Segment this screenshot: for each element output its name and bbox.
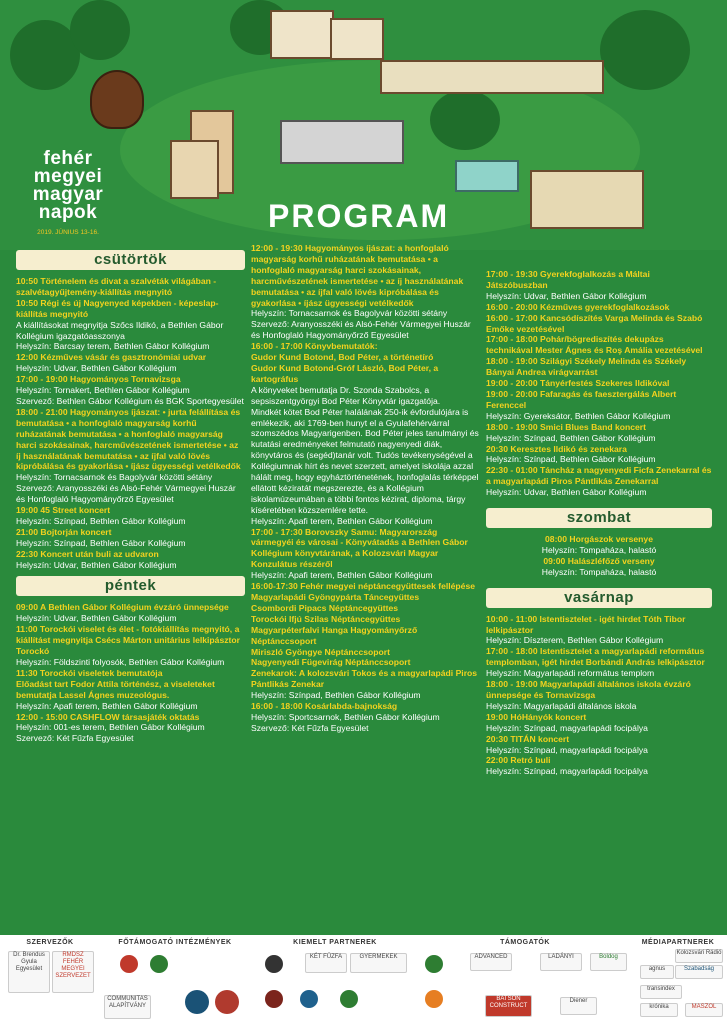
event-title: 22:30 Koncert után buli az udvaron: [16, 548, 159, 559]
event-details: Helyszín: Sportcsarnok, Bethlen Gábor Kollégium Szervező: Két Fűzfa Egyesület: [251, 711, 440, 733]
column-left: [16, 248, 245, 744]
footer-section-media: MÉDIAPARTNEREK: [641, 939, 715, 946]
event-details: Helyszín: Tornacsarnok és Bagolyvár közötti sétány Szervező: Aranyosszéki és Alsó-Fehér Vármegyei Huszár és Honfoglaló Hagyományőrző Egyesület: [16, 472, 236, 505]
event-title: 08:00 Horgászok versenye: [545, 534, 653, 545]
event-details: Helyszín: Színpad, Bethlen Gábor Kollégium: [486, 454, 656, 465]
sponsors-footer: [0, 935, 727, 1024]
media-logo: MASZOL: [685, 1003, 723, 1017]
event-title: 22:30 - 01:00 Táncház a nagyenyedi Ficfa Zenekarral és a magyarlapádi Piros Pántlikás Zenekarral: [486, 465, 712, 487]
supporter-logo: COMMUNITAS ALAPÍTVÁNY: [104, 995, 151, 1019]
event-details: Helyszín: Színpad, magyarlapádi focipálya: [486, 744, 648, 755]
media-logo: Szabadság: [675, 965, 723, 979]
thursday-list: [16, 276, 245, 570]
media-logo: agnus: [640, 965, 674, 979]
sponsor-logo: BATSON CONSTRUCT: [485, 995, 532, 1017]
partner-emblem-icon: [300, 990, 318, 1008]
sponsor-logo: ADVANCED: [470, 953, 512, 971]
event-title: 10:50 Régi és új Nagyenyed képekben - képeslap-kiállítás megnyitó: [16, 297, 219, 319]
event-title: 12:00 Kézműves vásár és gasztronómiai udvar: [16, 352, 207, 363]
partner-emblem-icon: [265, 990, 283, 1008]
media-logo: transindex: [640, 985, 682, 999]
event-title: 17:00 - 18:00 Istentisztelet a magyarlapádi református templomban, igét hirdet Borbándi András lelkipásztor: [486, 646, 705, 668]
day-header-friday: péntek: [16, 576, 245, 596]
event-details: Helyszín: Tornacsarnok és Bagolyvár közötti sétány Szervező: Aranyosszéki és Alsó-Fehér Vármegyei Huszár és Honfoglaló Hagyományőrző Egyesület: [251, 308, 471, 341]
event-details: Helyszín: Díszterem, Bethlen Gábor Kollégium: [486, 635, 664, 646]
event-title: 18:00 - 19:00 Magyarlapádi általános iskola évzáró ünnepsége és Tornavizsga: [486, 679, 691, 700]
event-title: 19:00 - 20:00 Tányérfestés Szekeres Ildikóval: [486, 378, 670, 389]
event-title: 18:00 - 19:00 Smici Blues Band koncert: [486, 421, 647, 432]
partner-logo: KÉT FŰZFA: [305, 953, 347, 973]
column-right: [486, 269, 712, 777]
event-details: Helyszín: Apafi terem, Bethlen Gábor Kollégium: [251, 570, 433, 581]
event-details: Helyszín: Színpad, magyarlapádi focipálya: [486, 722, 648, 733]
event-title: 16:00 - 17:00 Kancsódíszítés Varga Melinda és Szabó Emőke vezetésével: [486, 312, 703, 334]
partner-logo: GYERMEKEK: [350, 953, 407, 973]
event-title: 18:00 - 21:00 Hagyományos íjászat: • jurta felállítása és bemutatása • a honfoglaló magyarság korhű ruházatának bemutatása • a honfoglaló magyarság harci szokásainak, harcművészetének ismertetése • az íj használatának bemutatása • az íjfal való lövés kipróbálása és gyakorlása • íjász ügyességi vetélkedők: [16, 406, 241, 472]
footer-section-sponsors: TÁMOGATÓK: [500, 939, 550, 946]
event-title: 19:00 - 20:00 Fafaragás és faesztergálás Albert Ferenccel: [486, 388, 677, 410]
double-bass-player-icon: [90, 70, 144, 129]
sponsor-emblem-icon: [425, 955, 443, 973]
hungary-flag-icon: [150, 955, 168, 973]
event-details: Helyszín: Színpad, Bethlen Gábor Kollégium: [16, 537, 186, 548]
logo-dates: 2019. JÚNIUS 13-16.: [37, 229, 99, 236]
event-details: A kiállításokat megnyitja Szőcs Ildikó, a Bethlen Gábor Kollégium igazgatóasszonya Helyszín: Barcsay terem, Bethlen Gábor Kollégium: [16, 319, 224, 352]
logo-line-2: megyei: [33, 166, 103, 187]
media-logo: Kolozsvári Rádió: [675, 949, 723, 963]
coat-of-arms-icon: [185, 990, 209, 1014]
event-details: Helyszín: Udvar, Bethlen Gábor Kollégium: [16, 613, 177, 624]
event-details: Helyszín: Színpad, Bethlen Gábor Kollégium: [251, 690, 421, 701]
event-details: Helyszín: Tornakert, Bethlen Gábor Kollégium Szervező: Bethlen Gábor Kollégium és BGK Sportegyesület: [16, 385, 244, 406]
partner-emblem-icon: [340, 990, 358, 1008]
event-title: 20:30 TITÁN koncert: [486, 733, 570, 744]
logo-line-1: fehér: [43, 148, 93, 169]
footer-section-main-supporters: FŐTÁMOGATÓ INTÉZMÉNYEK: [118, 939, 232, 946]
government-logo-icon: [120, 955, 138, 973]
event-details: Helyszín: Tompaháza, halastó: [541, 566, 657, 577]
house-icon: [330, 18, 384, 60]
event-title: 16:00 - 20:00 Kézműves gyerekfoglalkozások: [486, 301, 670, 312]
house-icon: [270, 10, 334, 59]
event-details: Helyszín: Színpad, magyarlapádi focipálya: [486, 766, 648, 777]
event-details: Helyszín: Udvar, Bethlen Gábor Kollégium: [486, 487, 647, 498]
event-title: 11:00 Torockói viselet és élet - fotókiállítás megnyitó, a kiállítást megnyitja Csécs Márton unitárius lelkipásztor Torockó: [16, 624, 240, 657]
church-icon: [170, 140, 219, 199]
sunday-list: [486, 614, 712, 778]
event-details: Helyszín: Udvar, Bethlen Gábor Kollégium: [486, 290, 647, 301]
organizer-logo: Dr. Brendus Gyula Egyesület: [8, 951, 50, 993]
column-middle: [251, 243, 480, 734]
event-details: Helyszín: 001-es terem, Bethlen Gábor Kollégium Szervező: Két Fűzfa Egyesület: [16, 722, 205, 744]
event-title: 22:00 Retró buli: [486, 755, 551, 766]
event-details: Helyszín: Tompaháza, halastó: [541, 544, 657, 555]
event-title: 10:50 Történelem és divat a szalvéták világában - szalvétagyűjtemény-kiállítás megnyitó: [16, 276, 217, 297]
event-title: 17:00 - 19:30 Gyerekfoglalkozás a Máltai Játszóbuszban: [486, 269, 650, 290]
partner-emblem-icon: [265, 955, 283, 973]
sponsor-logo: Boldog: [590, 953, 627, 971]
event-title: 16:00 - 17:00 Könyvbemutatók: Gudor Kund Botond, Bod Péter, a történetíró Gudor Kund Botond-Gróf László, Bod Péter, a kartográfus: [251, 341, 439, 384]
tree-icon: [600, 10, 690, 90]
organizer-logo: RMDSZ FEHÉR MEGYEI SZERVEZET: [52, 951, 94, 993]
event-title: 16:00-17:30 Fehér megyei néptáncegyüttesek fellépése Magyarlapádi Gyöngypárta Táncegyüttes Csombordi Pipacs Néptáncegyüttes Torockói Ifjú Szilas Néptáncegyüttes Magyarpéterfalvi Hanga Hagyományőrző Néptánccsoport Miriszló Gyöngye Néptánccsoport Nagyenyedi Fügevirág Néptánccsoport Zenekarok: A kolozsvári Tokos és a magyarlapádi Piros Pántlikás Zenekar: [251, 581, 478, 690]
coat-of-arms-icon: [215, 990, 239, 1014]
middle-list: [251, 243, 480, 734]
footer-section-organizers: SZERVEZŐK: [26, 939, 74, 946]
event-title: 11:30 Torockói viseletek bemutatója Előadást tart Fodor Attila történész, a viseleteket bemutatja Lassel Ágnes muzeológus.: [16, 667, 215, 700]
sponsor-logo: LADÁNYI: [540, 953, 582, 971]
stage-icon: [280, 120, 404, 164]
event-details: Helyszín: Színpad, Bethlen Gábor Kollégium: [16, 515, 186, 526]
college-building-icon: [380, 60, 604, 94]
event-title: 17:00 - 19:00 Hagyományos Tornavizsga: [16, 374, 181, 385]
event-title: 09:00 Halászléfőző verseny: [543, 555, 655, 566]
event-title: 16:00 - 18:00 Kosárlabda-bajnokság: [251, 701, 398, 712]
festival-logo: [18, 150, 118, 242]
event-details: Helyszín: Udvar, Bethlen Gábor Kollégium: [16, 559, 177, 570]
event-details: Helyszín: Apafi terem, Bethlen Gábor Kollégium: [16, 700, 198, 711]
saturday-list: [486, 534, 712, 578]
event-title: 12:00 - 19:30 Hagyományos íjászat: a honfoglaló magyarság korhű ruházatának bemutatása • a honfoglaló magyarság harci szokásainak, harcművészetének ismertetése • az íj használatának bemutatása • az íjfal való lövés kipróbálása és gyakorlása • íjász ügyességi vetélkedők: [251, 243, 464, 308]
event-title: 21:00 Bojtorján koncert: [16, 526, 112, 537]
event-title: 17:00 - 17:30 Borovszky Samu: Magyarország vármegyéi és városai - Könyvátadás a Bethlen Gábor Kollégium könyvtárának, a Kolozsvári Magyar Konzulátus részéről: [251, 526, 468, 570]
friday-list: [16, 602, 245, 744]
media-logo: krónika: [640, 1003, 678, 1017]
right-list: [486, 269, 712, 498]
event-details: Helyszín: Gyereksátor, Bethlen Gábor Kollégium: [486, 410, 671, 421]
tree-icon: [430, 90, 500, 150]
food-truck-icon: [455, 160, 519, 192]
event-title: 10:00 - 11:00 Istentisztelet - igét hirdet Tóth Tibor lelkipásztor: [486, 613, 686, 635]
event-details: Helyszín: Földszinti folyosók, Bethlen Gábor Kollégium: [16, 657, 225, 667]
event-title: 12:00 - 15:00 CASHFLOW társasjáték oktatás: [16, 711, 200, 722]
footer-section-partners: KIEMELT PARTNEREK: [293, 939, 377, 946]
day-header-saturday: szombat: [486, 508, 712, 528]
event-title: 17:00 - 18:00 Pohár/bögrediszítés dekupázs technikával Mester Ágnes és Roş Amália vezetésével: [486, 334, 703, 356]
event-title: 19:00 HóHányók koncert: [486, 711, 587, 722]
sponsor-emblem-icon: [425, 990, 443, 1008]
event-title: 20:30 Keresztes Ildikó és zenekara: [486, 443, 627, 454]
sponsor-logo: Diener: [560, 997, 597, 1015]
event-details: Helyszín: Színpad, Bethlen Gábor Kollégium: [486, 432, 656, 443]
event-details: Helyszín: Magyarlapádi általános iskola: [486, 700, 637, 711]
day-header-sunday: vasárnap: [486, 588, 712, 608]
castle-icon: [530, 170, 644, 229]
event-details: Helyszín: Udvar, Bethlen Gábor Kollégium: [16, 363, 177, 374]
program-title: PROGRAM: [268, 198, 450, 234]
event-title: 19:00 45 Street koncert: [16, 505, 111, 516]
day-header-thursday: csütörtök: [16, 250, 245, 270]
event-details: A könyveket bemutatja Dr. Szonda Szabolcs, a sepsiszentgyörgyi Bod Péter Könyvtár igazgatója. Mindkét kötet Bod Péter halálának 250-ik évfordulójára is emlékezik, aki 1769-ben hunyt el a Gyulafehérvárral szomszédos Magyarigenben. Bod Péter jeles tanulmányi és kutatási eredményeket felmutató nagyenyedi diák, könyvtáros és (segéd)tanár volt. Tudós tevékenységével a Kollégiumnak hírt és nevet szerzett, amelyet iskolája azzal hálált meg, hogy egyháztörténetének, honfoglalás térképpel ellátott kéziratát megszerezte, és a Kollégium iskolamúzeumában a többi fontos kézirat, diploma, tárgy kíséretében közszemlére tette. Helyszín: Apafi terem, Bethlen Gábor Kollégium: [251, 384, 479, 526]
event-title: 09:00 A Bethlen Gábor Kollégium évzáró ünnepsége: [16, 602, 229, 613]
logo-line-4: napok: [38, 202, 98, 223]
logo-line-3: magyar: [32, 184, 104, 205]
tree-icon: [70, 0, 130, 60]
event-title: 18:00 - 19:00 Szilágyi Székely Melinda és Székely Bányai Andrea virágvarrást: [486, 356, 687, 378]
event-details: Helyszín: Magyarlapádi református templom: [486, 668, 655, 679]
